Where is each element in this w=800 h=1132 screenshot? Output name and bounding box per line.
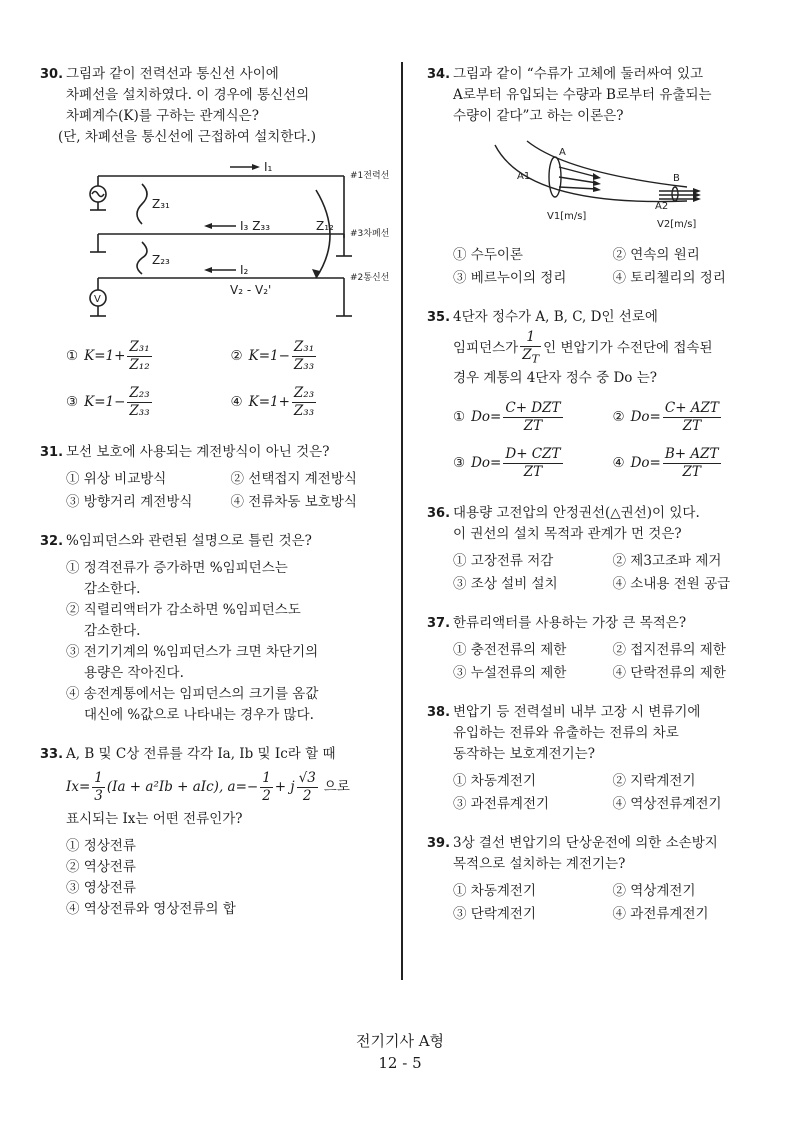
question-32 bbox=[40, 531, 395, 726]
option-1: ① 정상전류 bbox=[66, 838, 136, 854]
question-30 bbox=[40, 64, 395, 424]
question-text: 이 권선의 설치 목적과 관계가 먼 것은? bbox=[453, 526, 682, 542]
option-1: ① 정격전류가 증가하면 %임피던스는 감소한다. bbox=[66, 560, 288, 597]
shielding-circuit-diagram bbox=[80, 152, 410, 332]
question-text: 목적으로 설치하는 계전기는? bbox=[453, 856, 626, 872]
question-text: 차폐선을 설치하였다. 이 경우에 통신선의 bbox=[66, 87, 310, 103]
option-4: ④ 송전계통에서는 임피던스의 크기를 옴값 대신에 %값으로 나타내는 경우가 많다. bbox=[66, 686, 319, 723]
option-2: ② 선택접지 계전방식 bbox=[230, 471, 357, 487]
option-4: ④ 전류차동 보호방식 bbox=[230, 494, 357, 510]
question-text: 유입하는 전류와 유출하는 전류의 차로 bbox=[453, 725, 679, 741]
question-text: 변압기 등 전력설비 내부 고장 시 변류기에 bbox=[453, 704, 701, 720]
label-I1: I₁ bbox=[264, 160, 273, 174]
option-3: ③ 단락계전기 bbox=[453, 906, 536, 922]
option-4: ④ 역상전류계전기 bbox=[612, 796, 722, 812]
option-1: ① 차동계전기 bbox=[453, 883, 536, 899]
right-column bbox=[427, 64, 772, 943]
option-2: ② 제3고조파 제거 bbox=[612, 553, 722, 569]
option-2: ② 연속의 원리 bbox=[612, 247, 700, 263]
option-3: ③ 방향거리 계전방식 bbox=[66, 494, 193, 510]
label-B: B bbox=[673, 173, 680, 184]
label-I2: I₂ bbox=[240, 263, 249, 277]
label-shield-line: #3차폐선 bbox=[350, 229, 390, 239]
question-39 bbox=[427, 833, 772, 925]
question-text: 그림과 같이 “수류가 고체에 둘러싸여 있고 bbox=[453, 66, 704, 82]
question-number: 38. bbox=[427, 705, 451, 720]
option-2: ② Do= $\frac{\text{C+ AZT}}{ZT}$ bbox=[612, 399, 719, 434]
question-31 bbox=[40, 442, 395, 513]
option-3: ③ Do= $\frac{\text{D+ CZT}}{ZT}$ bbox=[453, 445, 561, 480]
question-number: 31. bbox=[40, 445, 64, 460]
option-3: ③ 누설전류의 제한 bbox=[453, 665, 567, 681]
option-2: ② K=1− $\frac{\text{Z₃₁}}{\text{Z₃₃}}$ bbox=[230, 338, 315, 373]
question-text: 3상 결선 변압기의 단상운전에 의한 소손방지 bbox=[453, 835, 718, 851]
question-number: 36. bbox=[427, 506, 451, 521]
question-33 bbox=[40, 744, 395, 920]
question-37 bbox=[427, 613, 772, 684]
question-text: A로부터 유입되는 수량과 B로부터 유출되는 bbox=[453, 87, 712, 103]
option-1: ① K=1+ $\frac{\text{Z₃₁}}{\text{Z₁₂}}$ bbox=[66, 338, 150, 373]
label-comm-line: #2통신선 bbox=[350, 273, 390, 283]
option-2: ② 역상전류 bbox=[66, 859, 136, 875]
label-A2: A2 bbox=[655, 201, 669, 212]
option-4: ④ 토리첼리의 정리 bbox=[612, 270, 726, 286]
option-1: ① 고장전류 저감 bbox=[453, 553, 554, 569]
question-text: 경우 계통의 4단자 정수 중 Do 는? bbox=[453, 370, 657, 386]
label-voltage: V₂ - V₂' bbox=[230, 283, 272, 297]
question-number: 35. bbox=[427, 310, 451, 325]
left-column bbox=[40, 64, 395, 938]
option-3: ③ 전기기계의 %임피던스가 크면 차단기의 용량은 작아진다. bbox=[66, 644, 319, 681]
option-2: ② 역상계전기 bbox=[612, 883, 696, 899]
option-4: ④ 단락전류의 제한 bbox=[612, 665, 726, 681]
option-4: ④ Do= $\frac{\text{B+ AZT}}{ZT}$ bbox=[612, 445, 719, 480]
label-I3-Z33: I₃ Z₃₃ bbox=[240, 219, 271, 233]
option-1: ① 위상 비교방식 bbox=[66, 471, 167, 487]
formula: Ix= $\frac{1}{3}$ (Ia + a²Ib + aIc), a=− $\frac{1}{2}$ + j $\frac{√3}{2}$ 으로 bbox=[66, 769, 350, 804]
option-1: ① 충전전류의 제한 bbox=[453, 642, 567, 658]
question-text: 임피던스가 $\frac{1}{Z_T}$ 인 변압기가 수전단에 접속된 bbox=[453, 328, 713, 366]
option-1: ① 차동계전기 bbox=[453, 773, 536, 789]
question-number: 39. bbox=[427, 836, 451, 851]
question-text: 모선 보호에 사용되는 계전방식이 아닌 것은? bbox=[66, 444, 330, 460]
option-3: ③ K=1− $\frac{\text{Z₂₃}}{\text{Z₃₃}}$ bbox=[66, 384, 150, 419]
option-3: ③ 영상전류 bbox=[66, 880, 136, 896]
question-text: 표시되는 Ix는 어떤 전류인가? bbox=[66, 811, 243, 827]
option-1: ① 수두이론 bbox=[453, 247, 523, 263]
option-2: ② 직렬리액터가 감소하면 %임피던스도 감소한다. bbox=[66, 602, 301, 639]
question-text: 4단자 정수가 A, B, C, D인 선로에 bbox=[453, 309, 658, 325]
label-V2: V2[m/s] bbox=[657, 219, 697, 230]
option-4: ④ 소내용 전원 공급 bbox=[612, 576, 731, 592]
option-4: ④ 역상전류와 영상전류의 합 bbox=[66, 901, 236, 917]
question-text: 한류리액터를 사용하는 가장 큰 목적은? bbox=[453, 615, 687, 631]
question-number: 32. bbox=[40, 534, 64, 549]
label-A: A bbox=[559, 147, 566, 158]
question-text: 대용량 고전압의 안정권선(△권선)이 있다. bbox=[453, 505, 700, 521]
label-vsource: V bbox=[94, 294, 101, 305]
option-2: ② 접지전류의 제한 bbox=[612, 642, 726, 658]
question-text: 수량이 같다”고 하는 이론은? bbox=[453, 108, 624, 124]
question-36 bbox=[427, 503, 772, 595]
question-text: %임피던스와 관련된 설명으로 틀린 것은? bbox=[66, 533, 312, 549]
option-3: ③ 과전류계전기 bbox=[453, 796, 550, 812]
page-number: 12 - 5 bbox=[378, 1054, 422, 1072]
question-number: 30. bbox=[40, 67, 64, 82]
label-Z12: Z₁₂ bbox=[316, 219, 334, 233]
label-power-line: #1전력선 bbox=[350, 171, 390, 181]
question-text: 동작하는 보호계전기는? bbox=[453, 746, 595, 762]
label-V1: V1[m/s] bbox=[547, 211, 587, 222]
question-text: 그림과 같이 전력선과 통신선 사이에 bbox=[66, 66, 279, 82]
question-number: 34. bbox=[427, 67, 451, 82]
page-footer bbox=[0, 1030, 800, 1074]
label-Z23: Z₂₃ bbox=[152, 253, 170, 267]
option-1: ① Do= $\frac{\text{C+ DZT}}{ZT}$ bbox=[453, 399, 561, 434]
question-text: 차폐계수(K)를 구하는 관계식은? bbox=[66, 108, 259, 124]
option-2: ② 지락계전기 bbox=[612, 773, 696, 789]
question-condition: (단, 차폐선을 통신선에 근접하여 설치한다.) bbox=[58, 129, 316, 145]
label-Z31: Z₃₁ bbox=[152, 197, 170, 211]
label-A1: A1 bbox=[517, 171, 531, 182]
question-38 bbox=[427, 702, 772, 815]
option-4: ④ 과전류계전기 bbox=[612, 906, 709, 922]
question-34 bbox=[427, 64, 772, 289]
option-4: ④ K=1+ $\frac{\text{Z₂₃}}{\text{Z₃₃}}$ bbox=[230, 384, 315, 419]
question-35 bbox=[427, 307, 772, 485]
option-3: ③ 조상 설비 설치 bbox=[453, 576, 558, 592]
question-number: 33. bbox=[40, 747, 64, 762]
question-text: A, B 및 C상 전류를 각각 Ia, Ib 및 Ic라 할 때 bbox=[66, 746, 336, 762]
pipe-flow-diagram bbox=[487, 137, 727, 237]
exam-title: 전기기사 A형 bbox=[355, 1032, 445, 1050]
option-3: ③ 베르누이의 정리 bbox=[453, 270, 567, 286]
question-number: 37. bbox=[427, 616, 451, 631]
